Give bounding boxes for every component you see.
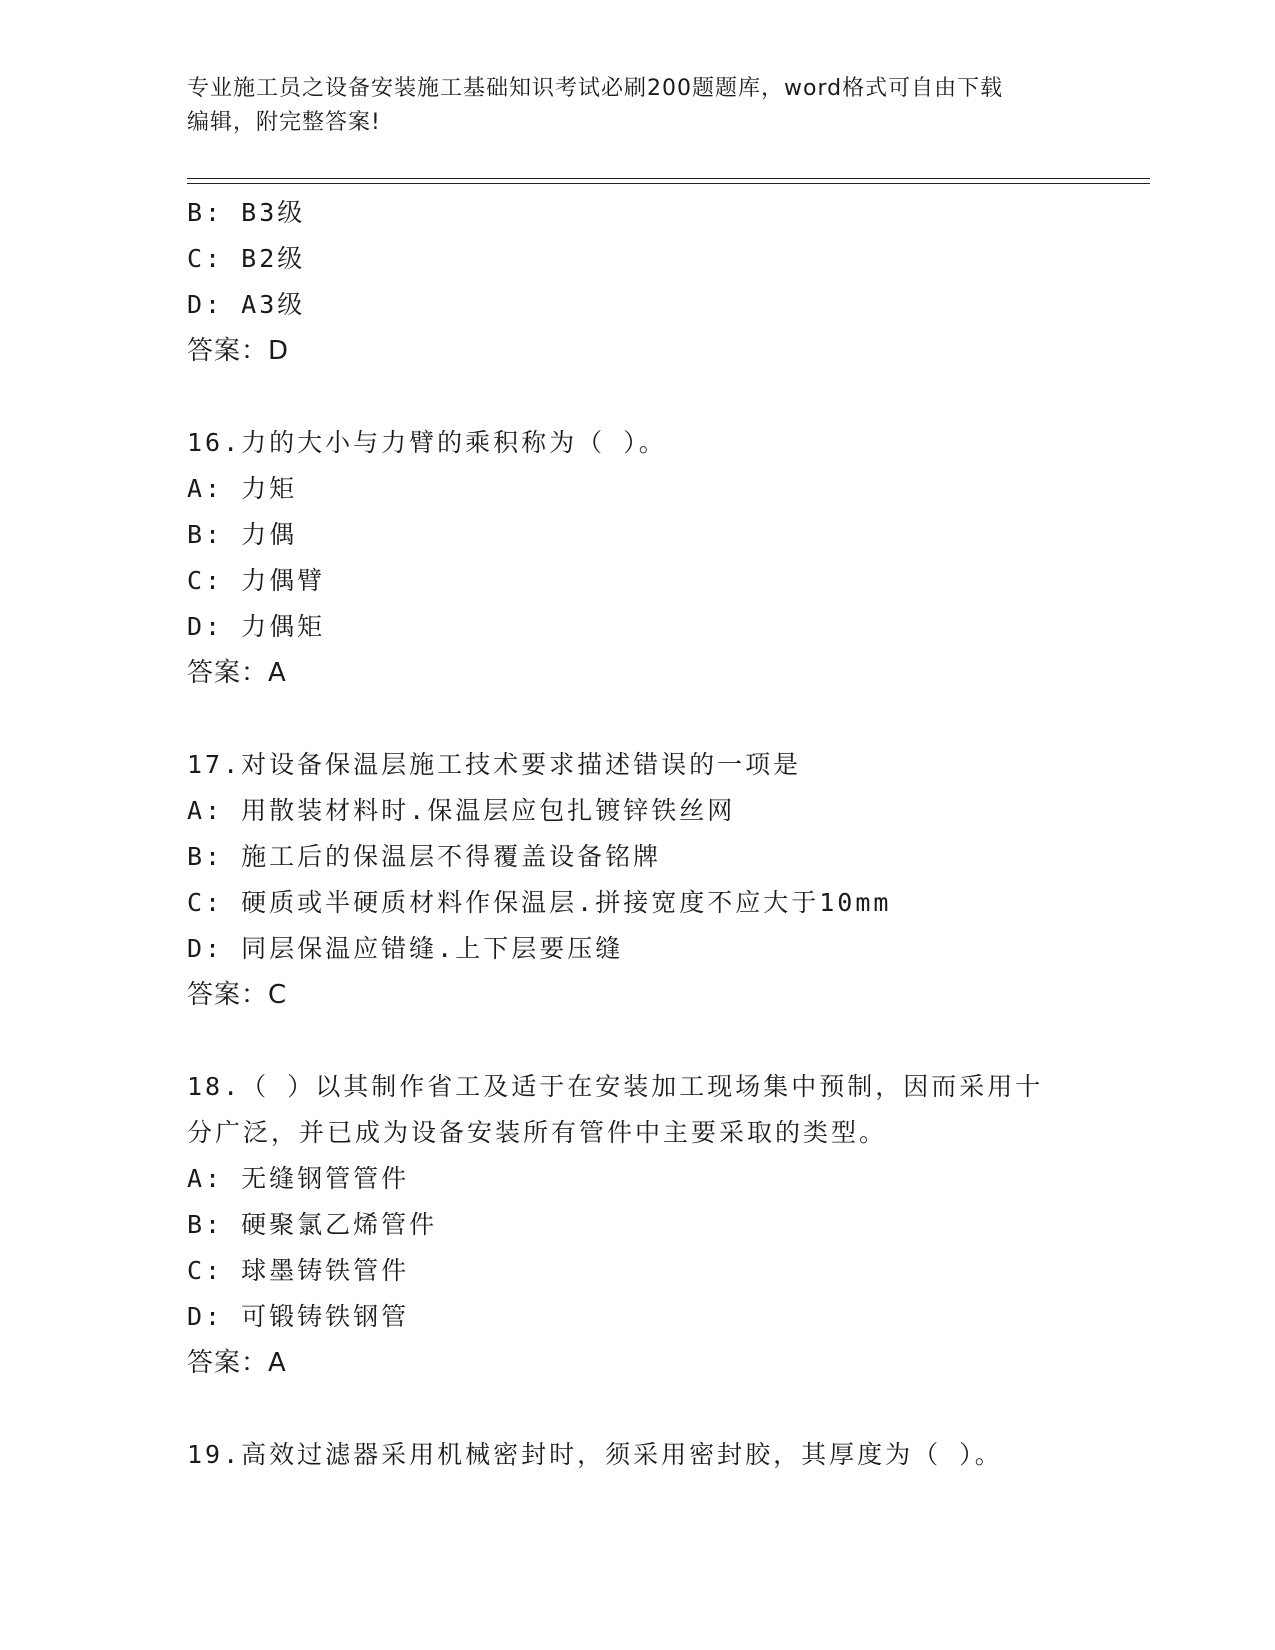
option-text: 力矩: [241, 474, 298, 503]
question-stem: 17.对设备保温层施工技术要求描述错误的一项是: [187, 750, 802, 779]
option-b: [187, 190, 1137, 236]
question-16: [187, 420, 1137, 696]
option-text: 硬聚氯乙烯管件: [241, 1210, 438, 1239]
option-label: A:: [187, 474, 224, 503]
header-line-1: 专业施工员之设备安装施工基础知识考试必刷200题题库，word格式可自由下载: [187, 76, 1004, 101]
spacer: [187, 374, 1137, 420]
header-rule-top: [187, 178, 1150, 179]
question-19: [187, 1432, 1137, 1478]
option-text: 球墨铸铁管件: [241, 1256, 410, 1285]
option-a: [187, 788, 1137, 834]
option-text: A3级: [241, 290, 306, 319]
answer-line: 答案：D: [187, 336, 290, 366]
option-label: B:: [187, 1210, 224, 1239]
answer-line: 答案：A: [187, 658, 287, 688]
option-text: 力偶矩: [241, 612, 326, 641]
option-b: [187, 1202, 1137, 1248]
option-label: D:: [187, 934, 224, 963]
option-c: [187, 558, 1137, 604]
option-text: 可锻铸铁钢管: [241, 1302, 410, 1331]
option-label: D:: [187, 290, 224, 319]
option-b: [187, 834, 1137, 880]
option-c: [187, 880, 1137, 926]
question-stem-line-2: 分广泛，并已成为设备安装所有管件中主要采取的类型。: [187, 1118, 888, 1147]
option-d: [187, 604, 1137, 650]
option-c: [187, 236, 1137, 282]
option-text: 硬质或半硬质材料作保温层.拼接宽度不应大于10mm: [241, 888, 892, 917]
question-stem: 19.高效过滤器采用机械密封时，须采用密封胶，其厚度为（ ）。: [187, 1440, 1003, 1469]
option-text: B3级: [241, 198, 306, 227]
spacer: [187, 1018, 1137, 1064]
question-15-tail: [187, 190, 1137, 374]
option-d: [187, 1294, 1137, 1340]
question-stem: 16.力的大小与力臂的乘积称为（ ）。: [187, 428, 667, 457]
header-rule-bottom: [187, 183, 1150, 184]
option-label: D:: [187, 1302, 224, 1331]
option-text: 无缝钢管管件: [241, 1164, 410, 1193]
answer-line: 答案：A: [187, 1348, 287, 1378]
option-c: [187, 1248, 1137, 1294]
option-label: C:: [187, 566, 224, 595]
option-b: [187, 512, 1137, 558]
option-text: 用散装材料时.保温层应包扎镀锌铁丝网: [241, 796, 736, 825]
answer-line: 答案：C: [187, 980, 288, 1010]
option-label: D:: [187, 612, 224, 641]
spacer: [187, 1386, 1137, 1432]
option-label: B:: [187, 198, 224, 227]
option-label: B:: [187, 520, 224, 549]
question-17: [187, 742, 1137, 1018]
option-label: C:: [187, 888, 224, 917]
option-text: 力偶臂: [241, 566, 326, 595]
option-a: [187, 1156, 1137, 1202]
document-header: [187, 72, 1087, 140]
option-text: 施工后的保温层不得覆盖设备铭牌: [241, 842, 662, 871]
option-text: 力偶: [241, 520, 298, 549]
question-18: [187, 1064, 1137, 1386]
option-label: B:: [187, 842, 224, 871]
option-label: C:: [187, 244, 224, 273]
option-d: [187, 926, 1137, 972]
question-list: [187, 190, 1137, 1478]
option-text: 同层保温应错缝.上下层要压缝: [241, 934, 624, 963]
option-label: A:: [187, 796, 224, 825]
option-label: A:: [187, 1164, 224, 1193]
question-stem-line-1: 18.（ ）以其制作省工及适于在安装加工现场集中预制，因而采用十: [187, 1072, 1044, 1101]
option-text: B2级: [241, 244, 306, 273]
spacer: [187, 696, 1137, 742]
header-line-2: 编辑，附完整答案!: [187, 110, 381, 135]
option-label: C:: [187, 1256, 224, 1285]
option-d: [187, 282, 1137, 328]
option-a: [187, 466, 1137, 512]
